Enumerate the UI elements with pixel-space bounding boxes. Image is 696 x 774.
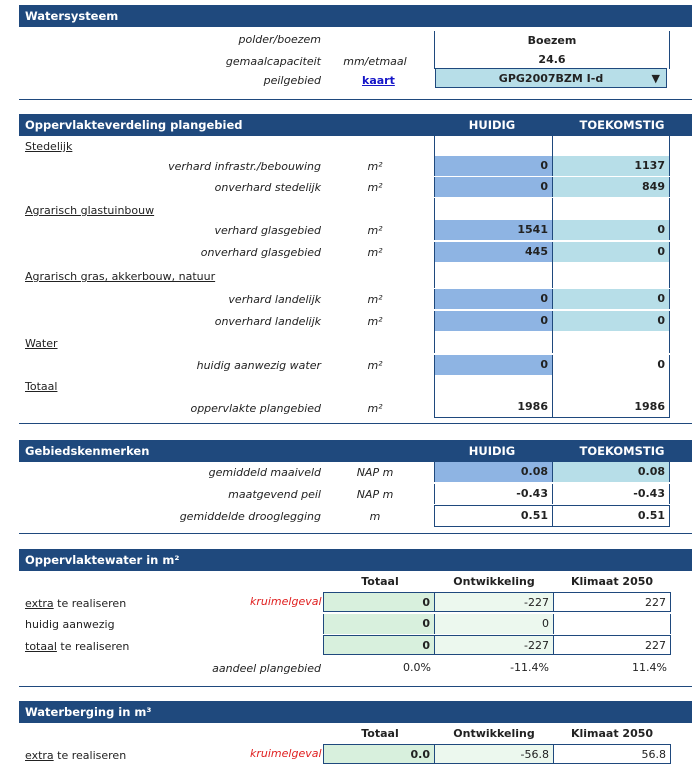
aandeel-ontwikkeling: -11.4% <box>510 661 549 674</box>
totaal-value: 0 <box>323 592 435 612</box>
spacer <box>434 375 552 397</box>
totaal-value: 0 <box>323 614 435 634</box>
row-totaal-label <box>25 640 129 653</box>
watersysteem-title: Watersysteem <box>25 9 119 23</box>
huidig-value: -0.43 <box>434 484 552 504</box>
row-huidig-label: huidig aanwezig <box>25 618 115 631</box>
peilgebied-select[interactable] <box>435 68 667 88</box>
huidig-input[interactable]: 0 <box>434 355 552 375</box>
row-unit: m² <box>367 359 383 372</box>
toekomstig-input[interactable]: 0 <box>552 289 670 309</box>
huidig-input[interactable]: 0 <box>434 177 552 197</box>
kruimelgeval-note: kruimelgeval <box>250 747 322 760</box>
divider <box>19 686 692 687</box>
spacer <box>434 331 552 353</box>
toekomstig-input[interactable]: 0 <box>552 242 670 262</box>
toekomstig-input[interactable]: 849 <box>552 177 670 197</box>
huidig-input[interactable]: 0.08 <box>434 462 552 482</box>
totaal-value: 0 <box>323 635 435 655</box>
col-klimaat: Klimaat 2050 <box>570 575 654 588</box>
extra-link[interactable]: extra <box>25 597 54 610</box>
toekomstig-input[interactable]: 0.08 <box>552 462 670 482</box>
col-totaal: Totaal <box>361 727 399 740</box>
row-label: gemiddelde drooglegging <box>179 510 321 523</box>
col-totaal: Totaal <box>361 575 399 588</box>
extra-link[interactable]: extra <box>25 749 54 762</box>
cat-glastuinbouw[interactable]: Agrarisch glastuinbouw <box>25 204 155 217</box>
spacer <box>434 136 552 156</box>
row-unit: m² <box>367 315 383 328</box>
klimaat-value: 227 <box>553 635 671 655</box>
huidig-value: 0.51 <box>434 505 552 527</box>
chevron-down-icon[interactable]: ▼ <box>651 72 660 85</box>
col-ontwikkeling: Ontwikkeling <box>453 727 535 740</box>
row-label: gemiddeld maaiveld <box>208 466 321 479</box>
toekomstig-value: 0 <box>552 355 670 375</box>
totaal-value: 0.0 <box>323 744 435 764</box>
row-label: verhard landelijk <box>228 293 321 306</box>
row-unit: NAP m <box>356 466 394 479</box>
gemaal-value: 24.6 <box>434 51 670 69</box>
waterberging-header <box>19 701 692 723</box>
col-huidig: HUIDIG <box>468 118 516 132</box>
huidig-input[interactable]: 0 <box>434 289 552 309</box>
waterberging-title: Waterberging in m³ <box>25 705 152 719</box>
row-label: verhard infrastr./bebouwing <box>168 160 321 173</box>
opwater-title: Oppervlaktewater in m² <box>25 553 180 567</box>
klimaat-value <box>553 614 671 634</box>
col-toekomstig: TOEKOMSTIG <box>579 118 665 132</box>
totaal-link[interactable]: totaal <box>25 640 57 653</box>
toekomstig-input[interactable]: 0 <box>552 220 670 240</box>
peil-label: peilgebied <box>263 74 321 87</box>
row-text: te realiseren <box>53 597 127 610</box>
row-unit: m² <box>367 160 383 173</box>
col-klimaat: Klimaat 2050 <box>570 727 654 740</box>
huidig-input[interactable]: 1541 <box>434 220 552 240</box>
spacer <box>552 375 670 397</box>
toekomstig-value: 0.51 <box>552 505 670 527</box>
kruimelgeval-note: kruimelgeval <box>250 595 322 608</box>
row-text: te realiseren <box>56 640 130 653</box>
oppervlakte-title: Oppervlakteverdeling plangebied <box>25 118 243 132</box>
toekomstig-input[interactable]: 1137 <box>552 156 670 176</box>
row-label: verhard glasgebied <box>214 224 321 237</box>
huidig-input[interactable]: 0 <box>434 156 552 176</box>
huidig-input[interactable]: 0 <box>434 311 552 331</box>
oppervlakte-header <box>19 114 692 136</box>
spacer <box>552 331 670 353</box>
opwater-header <box>19 549 692 571</box>
watersysteem-header <box>19 5 692 27</box>
row-unit: m² <box>367 224 383 237</box>
huidig-input[interactable]: 445 <box>434 242 552 262</box>
col-huidig: HUIDIG <box>468 444 516 458</box>
polder-value: Boezem <box>434 31 670 51</box>
divider <box>19 533 692 534</box>
row-label: oppervlakte plangebied <box>190 402 321 415</box>
cat-gras-akkerbouw-natuur[interactable]: Agrarisch gras, akkerbouw, natuur <box>25 270 216 283</box>
cat-totaal[interactable]: Totaal <box>25 380 58 393</box>
toekomstig-total: 1986 <box>552 397 670 418</box>
kaart-link[interactable]: kaart <box>362 74 395 87</box>
aandeel-totaal: 0.0% <box>403 661 431 674</box>
ontwikkeling-value: -227 <box>435 635 553 655</box>
cat-stedelijk[interactable]: Stedelijk <box>25 140 73 153</box>
divider <box>19 99 692 100</box>
ontwikkeling-value: -227 <box>435 592 553 612</box>
row-label: onverhard glasgebied <box>200 246 321 259</box>
row-unit: m <box>369 510 381 523</box>
spacer <box>434 198 552 220</box>
row-label: onverhard landelijk <box>214 315 321 328</box>
row-unit: m² <box>367 181 383 194</box>
row-label: huidig aanwezig water <box>196 359 321 372</box>
ontwikkeling-value: 0 <box>435 614 553 634</box>
klimaat-value: 56.8 <box>553 744 671 764</box>
toekomstig-value: -0.43 <box>552 484 670 504</box>
cat-water[interactable]: Water <box>25 337 58 350</box>
aandeel-label: aandeel plangebied <box>212 662 321 675</box>
row-unit: m² <box>367 402 383 415</box>
aandeel-klimaat: 11.4% <box>632 661 667 674</box>
huidig-total: 1986 <box>434 397 552 418</box>
spacer <box>552 198 670 220</box>
row-text: te realiseren <box>53 749 127 762</box>
spacer <box>552 136 670 156</box>
row-extra-label <box>25 749 126 762</box>
row-unit: NAP m <box>356 488 394 501</box>
row-label: onverhard stedelijk <box>214 181 321 194</box>
col-ontwikkeling: Ontwikkeling <box>453 575 535 588</box>
gemaal-label: gemaalcapaciteit <box>225 55 321 68</box>
klimaat-value: 227 <box>553 592 671 612</box>
gebied-header <box>19 440 692 462</box>
col-toekomstig: TOEKOMSTIG <box>579 444 665 458</box>
row-unit: m² <box>367 246 383 259</box>
divider <box>19 423 692 424</box>
row-unit: m² <box>367 293 383 306</box>
row-label: maatgevend peil <box>228 488 321 501</box>
ontwikkeling-value: -56.8 <box>435 744 553 764</box>
row-extra-label <box>25 597 126 610</box>
spacer <box>552 262 670 288</box>
peilgebied-select-value: GPG2007BZM I-d <box>498 72 604 85</box>
polder-label: polder/boezem <box>238 33 321 46</box>
spacer <box>434 262 552 288</box>
gebied-title: Gebiedskenmerken <box>25 444 150 458</box>
toekomstig-input[interactable]: 0 <box>552 311 670 331</box>
gemaal-unit: mm/etmaal <box>343 55 407 68</box>
